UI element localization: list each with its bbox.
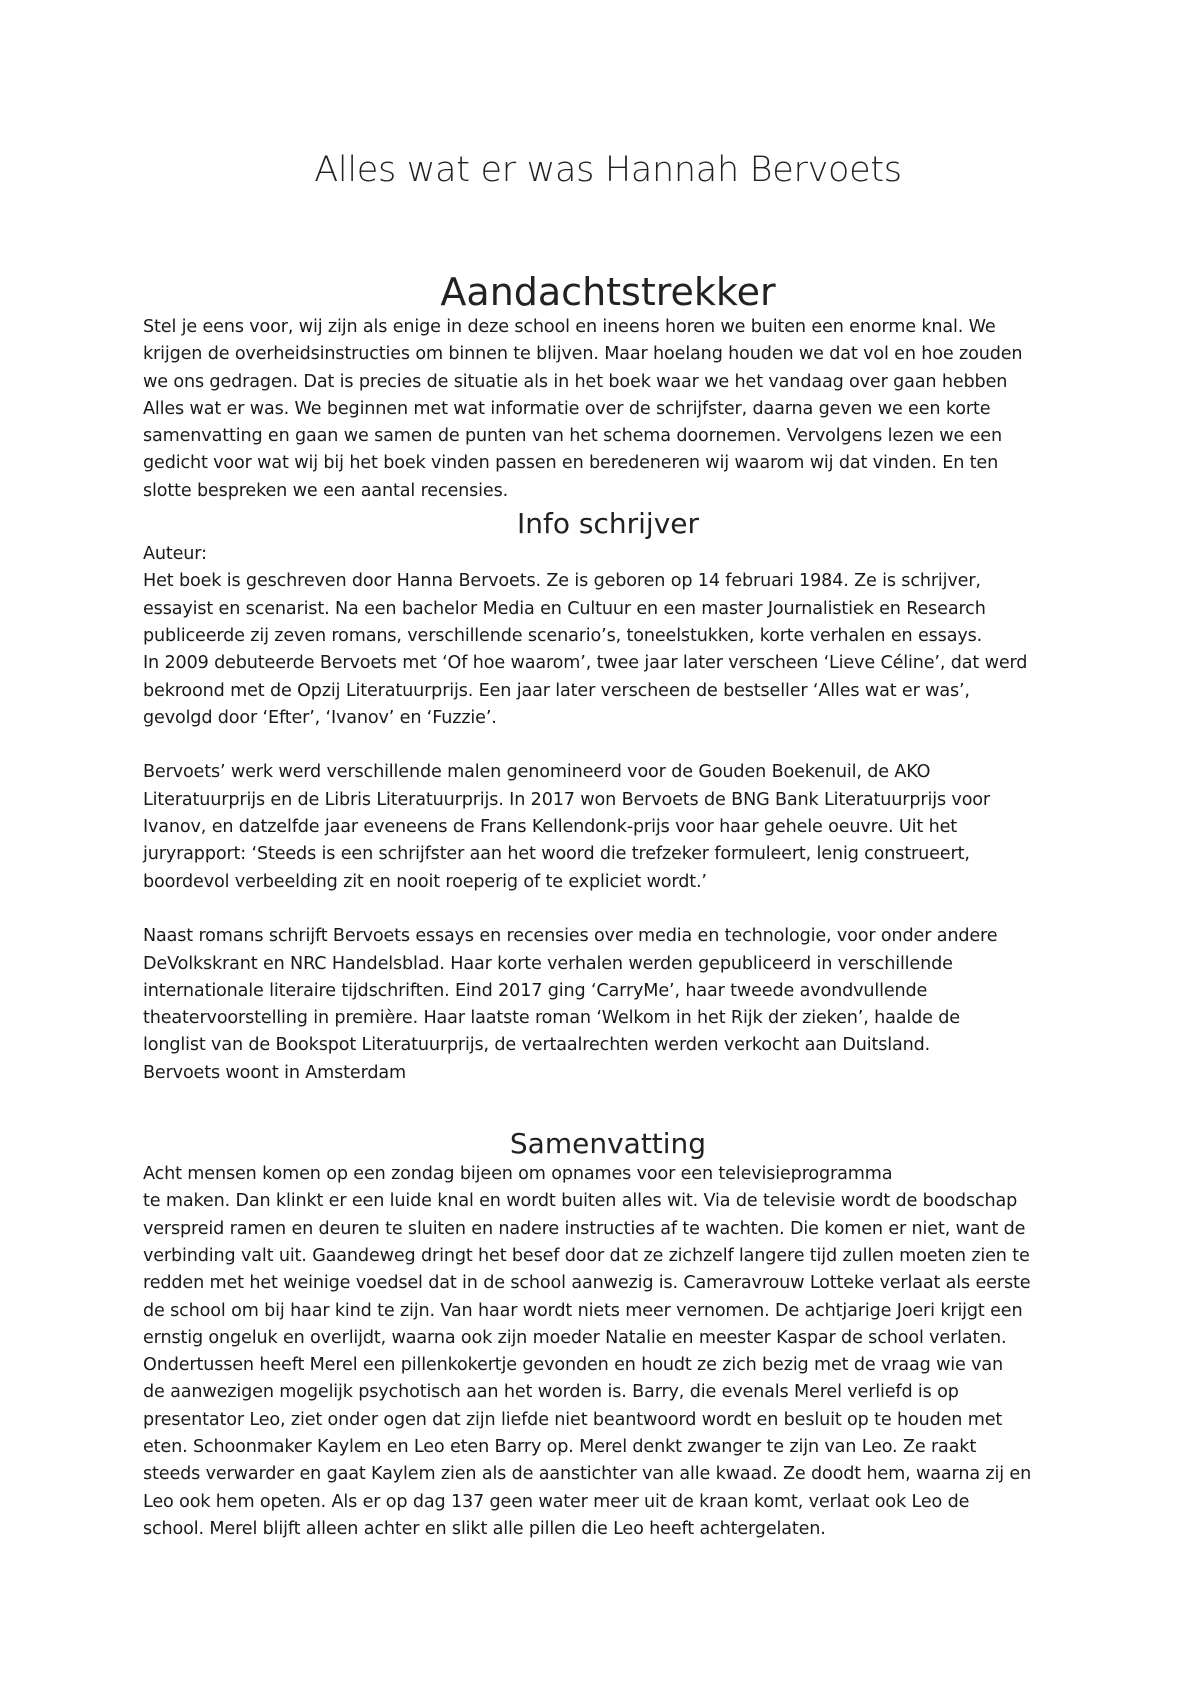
- text-line: school. Merel blijft alleen achter en slikt alle pillen die Leo heeft achtergelaten.: [143, 1518, 826, 1539]
- text-line: theatervoorstelling in première. Haar laatste roman ‘Welkom in het Rijk der zieken’, haalde de: [143, 1008, 960, 1029]
- text-line: bekroond met de Opzij Literatuurprijs. Een jaar later verscheen de bestseller ‘Alles wat er was’,: [143, 680, 970, 701]
- heading-aandachtstrekker: Aandachtstrekker: [440, 270, 776, 314]
- paragraph-info-2: [143, 759, 1073, 895]
- text-line: boordevol verbeelding zit en nooit roeperig of te expliciet wordt.’: [143, 871, 707, 892]
- text-line: presentator Leo, ziet onder ogen dat zijn liefde niet beantwoord wordt en besluit op te houden met: [143, 1409, 1003, 1430]
- text-line: Naast romans schrijft Bervoets essays en recensies over media en technologie, voor onder andere: [143, 926, 998, 947]
- paragraph-aandachtstrekker: [143, 314, 1073, 505]
- text-line: publiceerde zij zeven romans, verschillende scenario’s, toneelstukken, korte verhalen en essays.: [143, 625, 983, 646]
- text-line: gevolgd door ‘Efter’, ‘Ivanov’ en ‘Fuzzie’.: [143, 707, 497, 728]
- heading-samenvatting: Samenvatting: [509, 1127, 707, 1161]
- text-line: de aanwezigen mogelijk psychotisch aan het worden is. Barry, die evenals Merel verliefd is op: [143, 1382, 959, 1403]
- text-line: samenvatting en gaan we samen de punten van het schema doornemen. Vervolgens lezen we een: [143, 426, 1002, 447]
- paragraph-info-1: [143, 541, 1073, 732]
- document-title: Alles wat er was Hannah Bervoets: [314, 150, 902, 190]
- text-line: Het boek is geschreven door Hanna Bervoets. Ze is geboren op 14 februari 1984. Ze is schrijver,: [143, 571, 981, 592]
- text-line: eten. Schoonmaker Kaylem en Leo eten Barry op. Merel denkt zwanger te zijn van Leo. Ze raakt: [143, 1436, 977, 1457]
- text-line: slotte bespreken we een aantal recensies.: [143, 480, 509, 501]
- paragraph-samenvatting: [143, 1161, 1073, 1543]
- text-line: verspreid ramen en deuren te sluiten en nadere instructies af te wachten. Die komen er niet, want de: [143, 1218, 1026, 1239]
- text-line: Alles wat er was. We beginnen met wat informatie over de schrijfster, daarna geven we een korte: [143, 398, 991, 419]
- paragraph-info-3: [143, 923, 1073, 1087]
- text-line: verbinding valt uit. Gaandeweg dringt het besef door dat ze zichzelf langere tijd zullen moeten zien te: [143, 1245, 1030, 1266]
- text-line: DeVolkskrant en NRC Handelsblad. Haar korte verhalen werden gepubliceerd in verschillende: [143, 953, 953, 974]
- text-line: juryrapport: ‘Steeds is een schrijfster aan het woord die trefzeker formuleert, lenig construeert,: [143, 844, 970, 865]
- text-line: Stel je eens voor, wij zijn als enige in deze school en ineens horen we buiten een enorme knal. We: [143, 317, 996, 337]
- text-line: ernstig ongeluk en overlijdt, waarna ook zijn moeder Natalie en meester Kaspar de school verlaten.: [143, 1327, 1007, 1348]
- text-line: de school om bij haar kind te zijn. Van haar wordt niets meer vernomen. De achtjarige Joeri krijgt een: [143, 1300, 1023, 1321]
- heading-info-schrijver: Info schrijver: [517, 507, 699, 541]
- text-line: longlist van de Bookspot Literatuurprijs, de vertaalrechten werden verkocht aan Duitsland.: [143, 1035, 931, 1056]
- text-line: gedicht voor wat wij bij het boek vinden passen en beredeneren wij waarom wij dat vinden. En ten: [143, 453, 999, 474]
- text-line: In 2009 debuteerde Bervoets met ‘Of hoe waarom’, twee jaar later verscheen ‘Lieve Céline’, dat werd: [143, 653, 1028, 674]
- text-line: te maken. Dan klinkt er een luide knal en wordt buiten alles wit. Via de televisie wordt de boodschap: [143, 1191, 1018, 1212]
- text-line: steeds verwarder en gaat Kaylem zien als de aanstichter van alle kwaad. Ze doodt hem, waarna zij en: [143, 1464, 1032, 1485]
- text-line: essayist en scenarist. Na een bachelor Media en Cultuur en een master Journalistiek en Research: [143, 598, 986, 619]
- document-body: [143, 144, 1073, 1543]
- text-line: we ons gedragen. Dat is precies de situatie als in het boek waar we het vandaag over gaan hebben: [143, 371, 1008, 392]
- text-line: krijgen de overheidsinstructies om binnen te blijven. Maar hoelang houden we dat vol en hoe zouden: [143, 344, 1023, 365]
- text-line: internationale literaire tijdschriften. Eind 2017 ging ‘CarryMe’, haar tweede avondvullende: [143, 980, 928, 1001]
- text-line: Ivanov, en datzelfde jaar eveneens de Frans Kellendonk-prijs voor haar gehele oeuvre. Uit het: [143, 817, 957, 838]
- text-line: Leo ook hem opeten. Als er op dag 137 geen water meer uit de kraan komt, verlaat ook Leo de: [143, 1491, 970, 1512]
- text-line: Bervoets woont in Amsterdam: [143, 1062, 407, 1083]
- text-line: redden met het weinige voedsel dat in de school aanwezig is. Cameravrouw Lotteke verlaat als eerste: [143, 1273, 1031, 1294]
- text-line: Ondertussen heeft Merel een pillenkokertje gevonden en houdt ze zich bezig met de vraag wie van: [143, 1355, 1004, 1376]
- text-line: Literatuurprijs en de Libris Literatuurprijs. In 2017 won Bervoets de BNG Bank Literatuurprijs voor: [143, 789, 991, 810]
- text-line: Bervoets’ werk werd verschillende malen genomineerd voor de Gouden Boekenuil, de AKO: [143, 762, 931, 783]
- auteur-label: Auteur:: [143, 544, 207, 565]
- text-line: Acht mensen komen op een zondag bijeen om opnames voor een televisieprogramma: [143, 1164, 893, 1185]
